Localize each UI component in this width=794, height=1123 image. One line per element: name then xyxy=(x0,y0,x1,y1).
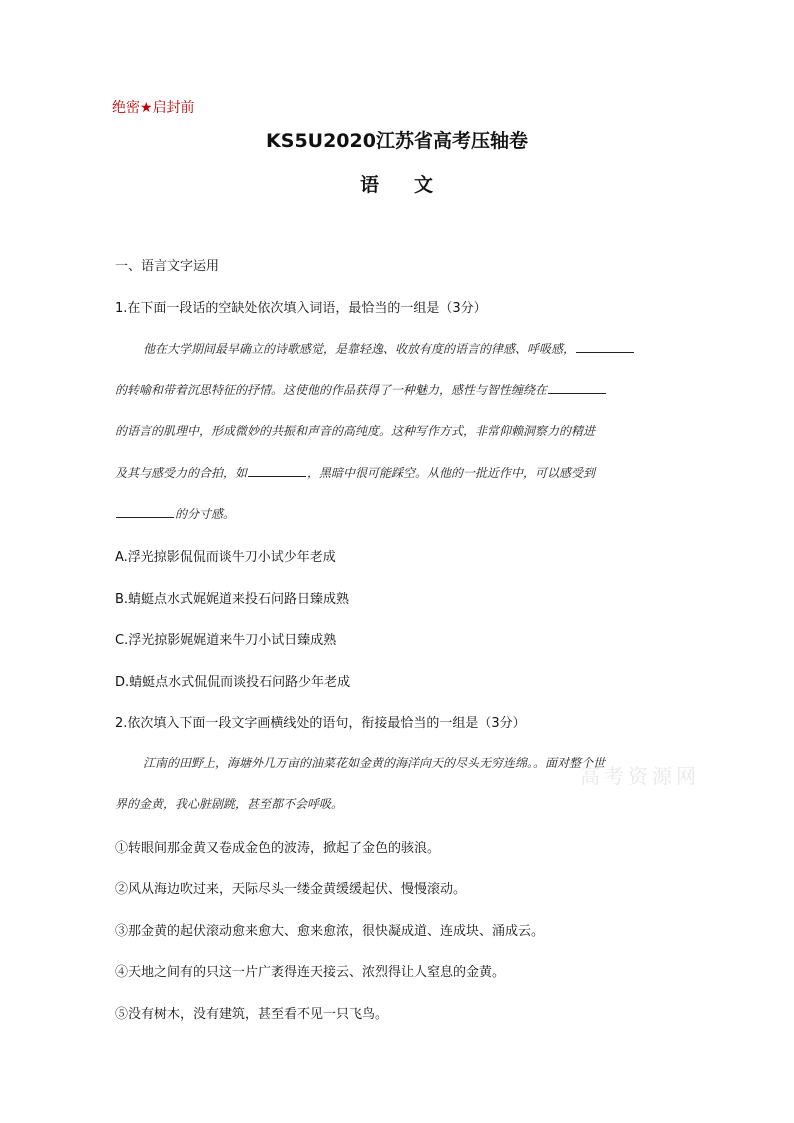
q1-passage-line-5 xyxy=(115,505,235,522)
q1-passage-text-1: 他在大学期间最早确立的诗歌感觉，是靠轻逸、收放有度的语言的律感、呼吸感， xyxy=(143,342,576,356)
answer-blank-3 xyxy=(248,465,306,477)
confidential-mark xyxy=(112,97,195,117)
q1-passage-line-4 xyxy=(115,464,595,481)
q2-passage-line-1: 江南的田野上，海塘外几万亩的油菜花如金黄的海洋向天的尽头无穷连绵。。面对整个世 xyxy=(143,756,606,770)
option-b: B.蜻蜓点水式娓娓道来投石问路日臻成熟 xyxy=(115,592,350,607)
q1-passage-text-5: 的分寸感。 xyxy=(175,507,236,521)
q2-passage-line-2: 界的金黄，我心脏剧跳，甚至都不会呼吸。 xyxy=(115,797,344,811)
subject-char-1: 语 xyxy=(359,174,380,196)
question-2-stem: 2.依次填入下面一段文字画横线处的语句，衔接最恰当的一组是（3分） xyxy=(115,716,526,731)
section-heading: 一、语言文字运用 xyxy=(115,259,220,274)
sentence-item-2: ②风从海边吹过来，天际尽头一缕金黄缓缓起伏、慢慢滚动。 xyxy=(115,882,467,897)
watermark: 高考资源网 xyxy=(580,764,700,788)
q1-passage-text-4b: ，黑暗中很可能踩空。从他的一批近作中，可以感受到 xyxy=(307,466,596,480)
question-1-stem: 1.在下面一段话的空缺处依次填入词语，最恰当的一组是（3分） xyxy=(115,301,487,316)
q1-passage-line-1 xyxy=(143,340,635,357)
option-d: D.蜻蜓点水式侃侃而谈投石问路少年老成 xyxy=(115,675,351,690)
answer-blank-2 xyxy=(548,382,606,394)
q1-passage-line-2 xyxy=(115,381,607,398)
q1-passage-line-3: 的语言的肌理中，形成微妙的共振和声音的高纯度。这种写作方式，非常仰赖洞察力的精进 xyxy=(115,424,596,438)
confidential-right: 启封前 xyxy=(152,100,195,116)
subject-char-2: 文 xyxy=(414,174,435,196)
confidential-left: 绝密 xyxy=(112,100,140,116)
answer-blank-4 xyxy=(116,506,174,518)
subject-title xyxy=(0,170,794,197)
sentence-item-1: ①转眼间那金黄又卷成金色的波涛，掀起了金色的骇浪。 xyxy=(115,841,441,856)
q1-passage-text-2: 的转喻和带着沉思特征的抒情。这使他的作品获得了一种魅力，感性与智性缠绕在 xyxy=(115,383,548,397)
star-icon: ★ xyxy=(140,100,153,116)
answer-blank-1 xyxy=(576,341,634,353)
exam-title: KS5U2020江苏省高考压轴卷 xyxy=(266,130,528,152)
sentence-item-4: ④天地之间有的只这一片广袤得连天接云、浓烈得让人窒息的金黄。 xyxy=(115,965,506,980)
option-c: C.浮光掠影娓娓道来牛刀小试日臻成熟 xyxy=(115,633,337,648)
option-a: A.浮光掠影侃侃而谈牛刀小试少年老成 xyxy=(115,550,336,565)
q1-passage-text-4a: 及其与感受力的合拍，如 xyxy=(115,466,248,480)
sentence-item-5: ⑤没有树木，没有建筑，甚至看不见一只飞鸟。 xyxy=(115,1007,389,1022)
sentence-item-3: ③那金黄的起伏滚动愈来愈大、愈来愈浓，很快凝成道、连成块、涌成云。 xyxy=(115,924,545,939)
